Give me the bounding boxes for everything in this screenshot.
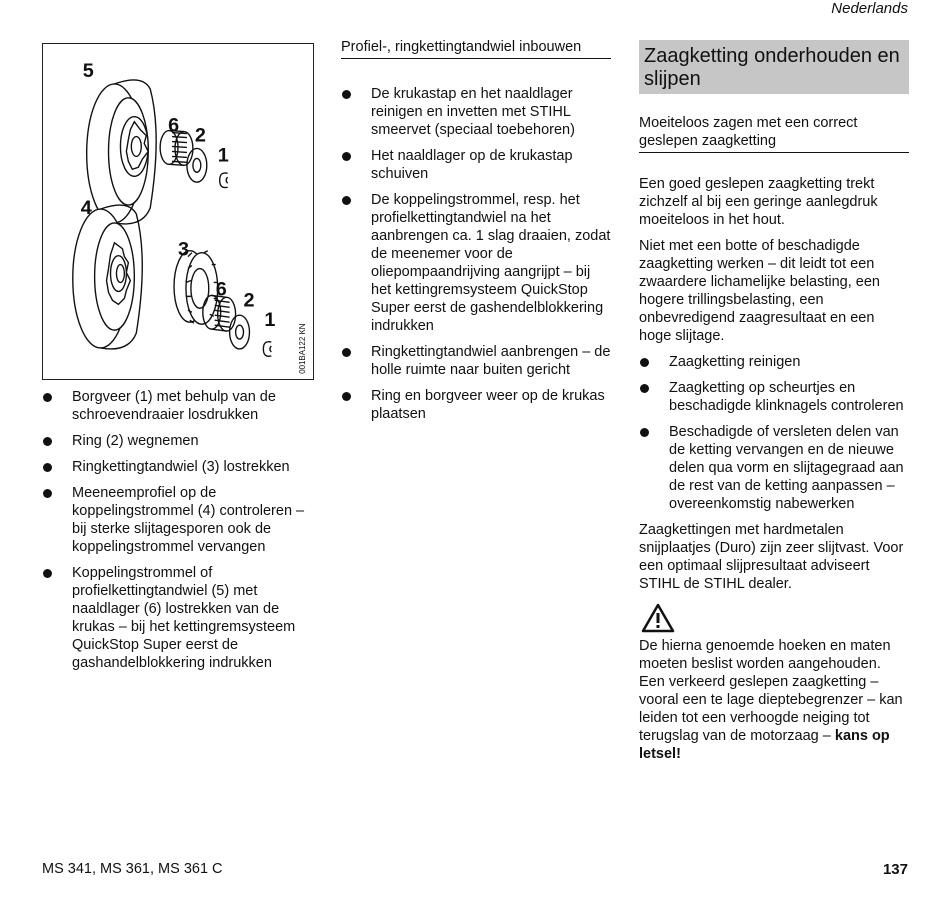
label-6-lower: 6 <box>215 278 227 301</box>
paragraph: Niet met een botte of beschadigde zaagketting werken – dit leidt tot een zwaardere lichamelijke belasting, een hogere trillingsbelasting, een onbevredigend zaagresultaat en een hoge slijtage. <box>639 238 880 344</box>
left-column <box>42 388 314 680</box>
section-subtitle: Moeiteloos zagen met een correct geslepen zaagketting <box>639 114 909 153</box>
label-3: 3 <box>178 238 190 261</box>
label-2-upper: 2 <box>194 124 206 147</box>
clutch-drum-upper <box>87 80 156 224</box>
rim-sprocket <box>174 251 218 324</box>
washer-upper <box>187 148 207 182</box>
install-steps-list <box>341 85 611 423</box>
label-2-lower: 2 <box>243 289 255 312</box>
list-item: Koppelingstrommel of profielkettingtandwiel (5) met naaldlager (6) lostrekken van de krukas – bij het kettingremsysteem QuickStop Super eerst de gashandelblokkering indrukken <box>42 564 314 672</box>
list-item: Het naaldlager op de krukastap schuiven <box>341 147 611 183</box>
list-item: Zaagketting op scheurtjes en beschadigde klinknagels controleren <box>639 379 909 415</box>
label-5: 5 <box>82 59 94 82</box>
removal-steps-list <box>42 388 314 672</box>
sprocket-figure <box>42 43 314 380</box>
section-title: Zaagketting onderhouden en slijpen <box>639 40 909 94</box>
label-4: 4 <box>80 196 92 219</box>
list-item: Ring en borgveer weer op de krukas plaatsen <box>341 387 611 423</box>
list-item: De koppelingstrommel, resp. het profielkettingtandwiel na het aanbrengen ca. 1 slag draaien, zodat de meenemer voor de oliepompaandrijving aangrijpt – bij het kettingremsysteem QuickStop Super eerst de gashendelblokkering indrukken <box>341 191 611 335</box>
footer-models: MS 341, MS 361, MS 361 C <box>42 861 223 877</box>
list-item: Beschadigde of versleten delen van de ketting vervangen en de nieuwe delen qua vorm en slijtagegraad aan de rest van de ketting aanpassen – overeenkomstig nabewerken <box>639 423 909 513</box>
page-number: 137 <box>882 861 908 878</box>
figure-code: 001BA122 KN <box>298 323 308 374</box>
label-1-upper: 1 <box>217 144 229 167</box>
chain-care-list <box>639 353 909 513</box>
right-column <box>639 40 909 771</box>
e-clip-lower <box>263 342 271 357</box>
warning-text: De hierna genoemde hoeken en maten moeten beslist worden aangehouden. Een verkeerd geslepen zaagketting – vooral een te lage dieptebegrenzer – kan leiden tot een verhoogde neiging tot terugslag van de motorzaag – kans op letsel! <box>639 638 903 762</box>
list-item: Ringkettingtandwiel aanbrengen – de holle ruimte naar buiten gericht <box>341 343 611 379</box>
middle-column <box>341 38 611 431</box>
list-item: Meeneemprofiel op de koppelingstrommel (4) controleren – bij sterke slijtagesporen ook de koppelingstrommel vervangen <box>42 484 314 556</box>
list-item: Borgveer (1) met behulp van de schroevendraaier losdrukken <box>42 388 314 424</box>
paragraph: Een goed geslepen zaagketting trekt zichzelf al bij een geringe aanlegdruk moeiteloos in het hout. <box>639 176 878 228</box>
list-item: De krukastap en het naaldlager reinigen en invetten met STIHL smeervet (speciaal toebehoren) <box>341 85 611 139</box>
language-label: Nederlands <box>831 0 908 17</box>
warning-emphasis: kans op letsel! <box>639 728 890 762</box>
label-1-lower: 1 <box>264 309 276 332</box>
list-item: Ring (2) wegnemen <box>42 432 314 450</box>
paragraph: Zaagkettingen met hardmetalen snijplaatjes (Duro) zijn zeer slijtvast. Voor een optimaal slijpresultaat adviseert STIHL de STIHL dealer. <box>639 522 904 592</box>
clutch-drum-lower <box>73 205 142 349</box>
warning-icon <box>641 603 675 633</box>
install-heading: Profiel-, ringkettingtandwiel inbouwen <box>341 38 611 59</box>
list-item: Zaagketting reinigen <box>639 353 909 371</box>
e-clip-upper <box>220 173 228 188</box>
label-6-upper: 6 <box>168 114 180 137</box>
sprocket-illustration <box>43 44 313 379</box>
list-item: Ringkettingtandwiel (3) lostrekken <box>42 458 314 476</box>
washer-lower <box>230 315 250 349</box>
